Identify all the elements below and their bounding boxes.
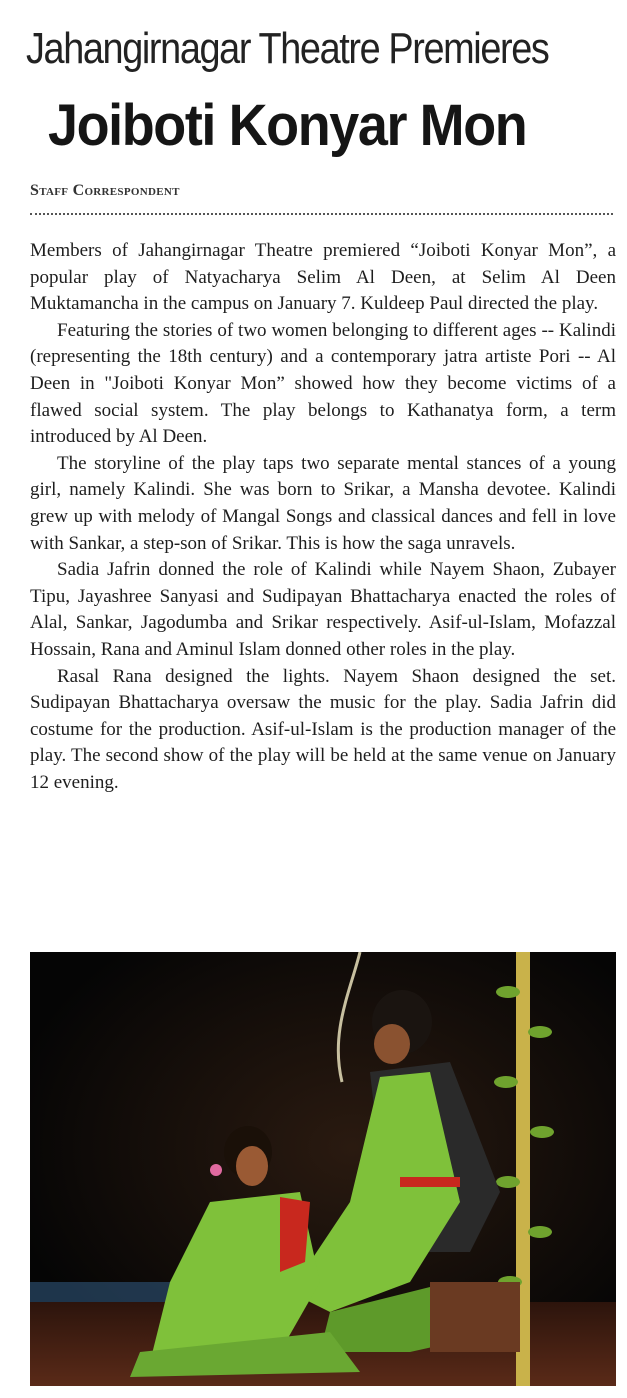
- paragraph-3: The storyline of the play taps two separate mental stances of a young girl, namely Kalindi. She was born to Srikar, a Mansha devotee. Kalindi grew up with melody of Mangal Songs and classical dances and fell in love with Sankar, a step-son of Srikar. This is how the saga unravels.: [30, 452, 616, 554]
- paragraph-2: Featuring the stories of two women belonging to different ages -- Kalindi (representing the 18th century) and a contemporary jatra artiste Pori -- Al Deen in "Joiboti Konyar Mon” showed how they become victims of a flawed social system. The play belongs to Kathanatya form, a term introduced by Al Deen.: [30, 319, 616, 448]
- paragraph-5: Rasal Rana designed the lights. Nayem Shaon designed the set. Sudipayan Bhattacharya oversaw the music for the play. Sadia Jafrin did costume for the production. Asif-ul-Islam is the production manager of the play. The second show of the play will be held at the same venue on January 12 evening.: [30, 665, 616, 793]
- byline: Staff Correspondent: [30, 182, 180, 199]
- headline-line-1: Jahangirnagar Theatre Premieres: [26, 24, 549, 73]
- stage-crate: [430, 1282, 520, 1352]
- stage-photo-illustration: [30, 952, 616, 1386]
- paragraph-4: Sadia Jafrin donned the role of Kalindi while Nayem Shaon, Zubayer Tipu, Jayashree Sanyasi and Sudipayan Bhattacharya enacted the roles of Alal, Sankar, Jagodumba and Srikar respectively. Asif-ul-Islam, Mofazzal Hossain, Rana and Aminul Islam donned other roles in the play.: [30, 559, 616, 660]
- headline-line-2: Joiboti Konyar Mon: [48, 93, 527, 158]
- dotted-divider: [30, 213, 613, 215]
- article-body: [30, 238, 616, 796]
- stage-photo: [30, 952, 616, 1386]
- stage-light: [30, 1282, 170, 1304]
- paragraph-1: Members of Jahangirnagar Theatre premiered “Joiboti Konyar Mon”, a popular play of Natyacharya Selim Al Deen, at Selim Al Deen Muktamancha in the campus on January 7. Kuldeep Paul directed the play.: [30, 240, 616, 315]
